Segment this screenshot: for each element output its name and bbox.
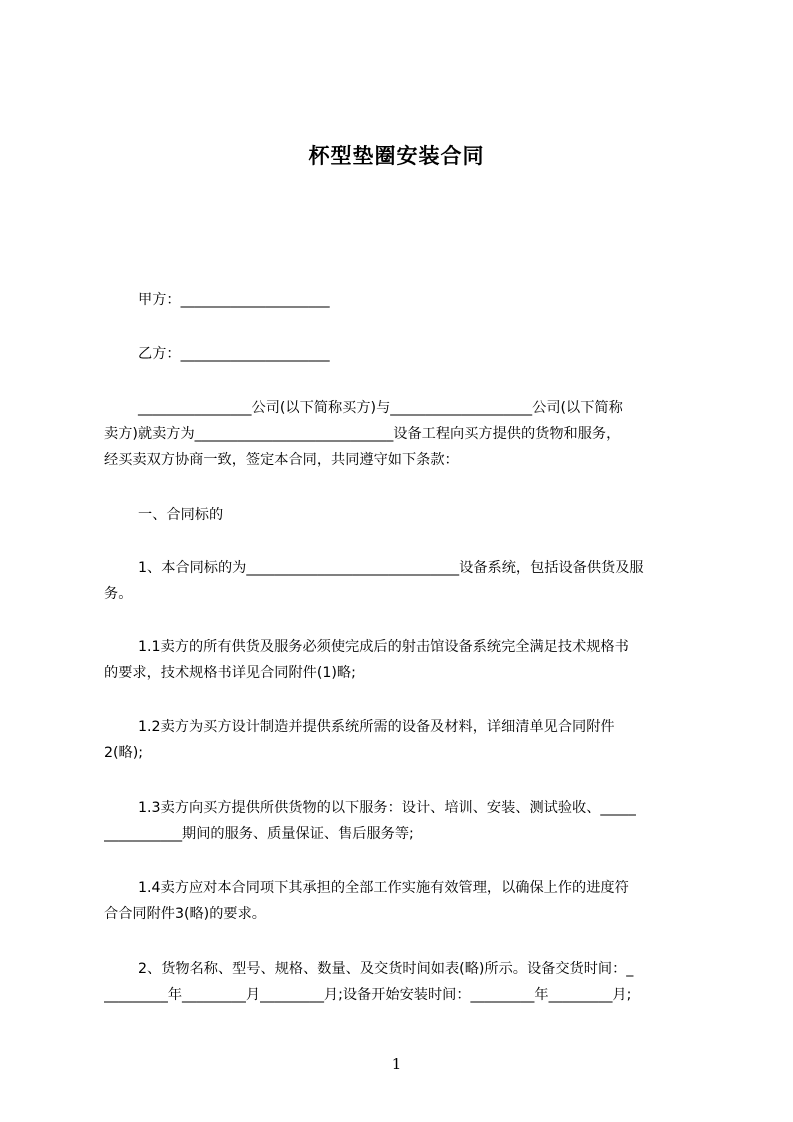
- item-2-line-1: 2、货物名称、型号、规格、数量、及交货时间如表(略)所示。设备交货时间：_: [138, 961, 634, 977]
- party-a-line: 甲方：_____________________: [138, 292, 330, 308]
- section-1-heading: 一、合同标的: [138, 507, 224, 523]
- item-1-3-line-2: ___________期间的服务、质量保证、售后服务等;: [104, 826, 414, 842]
- intro-line-2: 卖方)就卖方为____________________________设备工程向买方提供的货物和服务，: [104, 426, 621, 442]
- item-2-line-2: _________年_________月_________月;设备开始安装时间：_________年_________月;: [104, 987, 632, 1003]
- document-title: 杯型垫圈安装合同: [308, 144, 485, 168]
- intro-line-3: 经买卖双方协商一致，签定本合同，共同遵守如下条款：: [104, 452, 459, 468]
- item-1-4-line-2: 合合同附件3(略)的要求。: [104, 906, 266, 922]
- intro-line-1: ________________公司(以下简称买方)与____________________公司(以下简称: [138, 400, 623, 416]
- item-1-1-line-2: 的要求，技术规格书详见合同附件(1)略;: [104, 665, 356, 681]
- page-number: 1: [391, 1055, 402, 1073]
- item-1-4-line-1: 1.4卖方应对本合同项下其承担的全部工作实施有效管理，以确保上作的进度符: [138, 880, 629, 896]
- item-1-line-1: 1、本合同标的为______________________________设备系统，包括设备供货及服: [138, 560, 644, 576]
- item-1-2-line-1: 1.2卖方为买方设计制造并提供系统所需的设备及材料，详细清单见合同附件: [138, 719, 615, 735]
- party-b-line: 乙方：_____________________: [138, 346, 330, 362]
- item-1-1-line-1: 1.1卖方的所有供货及服务必须使完成后的射击馆设备系统完全满足技术规格书: [138, 639, 629, 655]
- item-1-line-2: 务。: [104, 586, 133, 602]
- item-1-3-line-1: 1.3卖方向买方提供所供货物的以下服务：设计、培训、安装、测试验收、_____: [138, 800, 636, 816]
- item-1-2-line-2: 2(略);: [104, 745, 144, 761]
